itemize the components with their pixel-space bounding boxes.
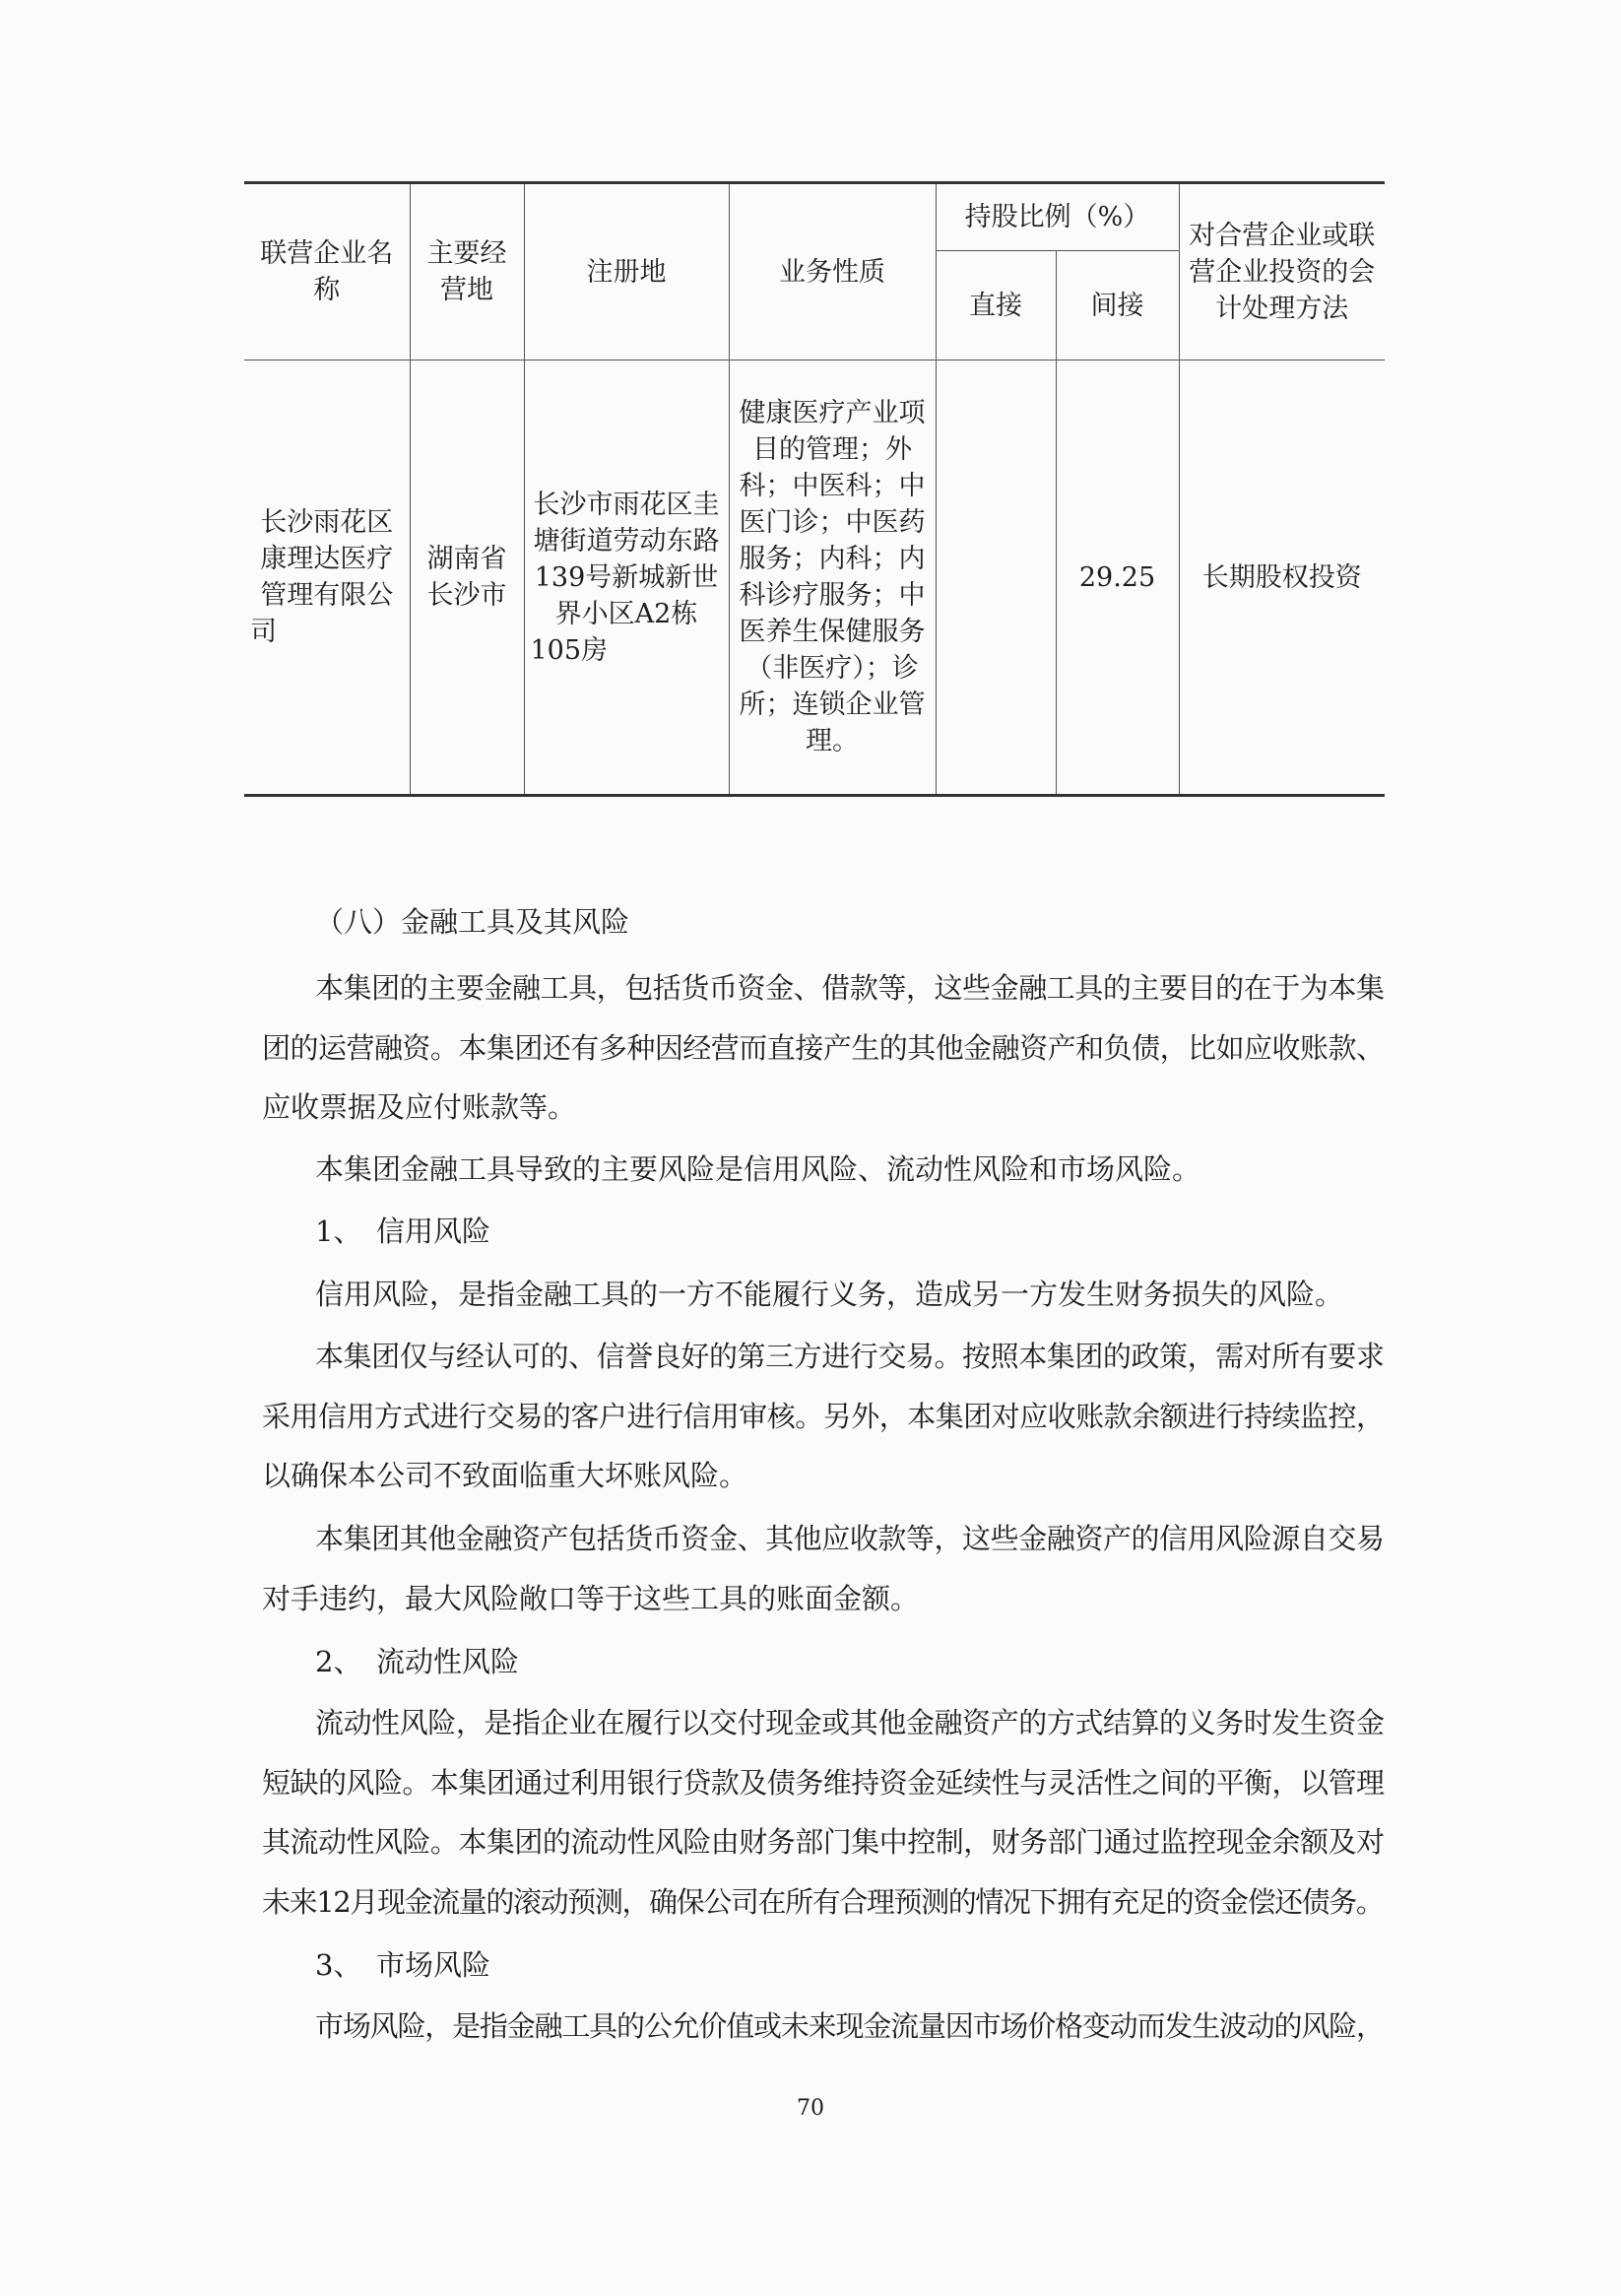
paragraph-line: 本集团的主要金融工具，包括货币资金、借款等，这些金融工具的主要目的在于为本集	[315, 971, 1385, 1005]
page-number: 70	[797, 2096, 824, 2121]
cell-indirect: 29.25	[1056, 361, 1179, 796]
cell-main-location: 湖南省长沙市	[410, 361, 524, 796]
paragraph-line: 采用信用方式进行交易的客户进行信用审核。另外，本集团对应收账款余额进行持续监控，	[262, 1400, 1385, 1433]
cell-direct	[936, 361, 1056, 796]
header-direct: 直接	[936, 251, 1056, 361]
subsection-heading: 3、 市场风险	[315, 1948, 490, 1982]
paragraph-line: 以确保本公司不致面临重大坏账风险。	[262, 1459, 748, 1492]
header-business: 业务性质	[729, 183, 936, 361]
paragraph-line: 本集团金融工具导致的主要风险是信用风险、流动性风险和市场风险。	[315, 1152, 1201, 1186]
paragraph-line: 短缺的风险。本集团通过利用银行贷款及债务维持资金延续性与灵活性之间的平衡，以管理	[262, 1766, 1385, 1800]
cell-business: 健康医疗产业项目的管理；外科；中医科；中医门诊；中医药服务；内科；内科诊疗服务；中医养生保健服务（非医疗）；诊所；连锁企业管理。	[729, 361, 936, 796]
cell-name: 长沙雨花区康理达医疗管理有限公司	[244, 361, 410, 796]
paragraph-line: 未来12月现金流量的滚动预测，确保公司在所有合理预测的情况下拥有充足的资金偿还债务。	[262, 1885, 1384, 1919]
paragraph-line: 对手违约，最大风险敞口等于这些工具的账面金额。	[262, 1582, 920, 1615]
subsection-heading: 1、 信用风险	[315, 1214, 490, 1248]
paragraph-line: 流动性风险，是指企业在履行以交付现金或其他金融资产的方式结算的义务时发生资金	[315, 1706, 1385, 1739]
paragraph-line: 应收票据及应付账款等。	[262, 1090, 577, 1124]
paragraph-line: 本集团其他金融资产包括货币资金、其他应收款等，这些金融资产的信用风险源自交易	[315, 1522, 1385, 1555]
table-row	[244, 361, 1385, 796]
paragraph-line: 其流动性风险。本集团的流动性风险由财务部门集中控制，财务部门通过监控现金余额及对	[262, 1825, 1385, 1859]
paragraph-line: 本集团仅与经认可的、信誉良好的第三方进行交易。按照本集团的政策，需对所有要求	[315, 1340, 1385, 1373]
cell-accounting: 长期股权投资	[1179, 361, 1385, 796]
paragraph-line: 信用风险，是指金融工具的一方不能履行义务，造成另一方发生财务损失的风险。	[315, 1278, 1344, 1311]
affiliates-table	[244, 181, 1385, 797]
cell-registered: 长沙市雨花区圭塘街道劳动东路139号新城新世界小区A2栋105房	[524, 361, 729, 796]
header-accounting: 对合营企业或联营企业投资的会计处理方法	[1179, 183, 1385, 361]
header-main-location: 主要经营地	[410, 183, 524, 361]
header-indirect: 间接	[1056, 251, 1179, 361]
header-name: 联营企业名称	[244, 183, 410, 361]
section-title: （八）金融工具及其风险	[315, 905, 630, 939]
paragraph-line: 团的运营融资。本集团还有多种因经营而直接产生的其他金融资产和负债，比如应收账款、	[262, 1031, 1385, 1065]
header-registered: 注册地	[524, 183, 729, 361]
paragraph-line: 市场风险，是指金融工具的公允价值或未来现金流量因市场价格变动而发生波动的风险，	[315, 2009, 1384, 2043]
subsection-heading: 2、 流动性风险	[315, 1645, 519, 1678]
header-shareholding: 持股比例（%）	[936, 183, 1179, 251]
